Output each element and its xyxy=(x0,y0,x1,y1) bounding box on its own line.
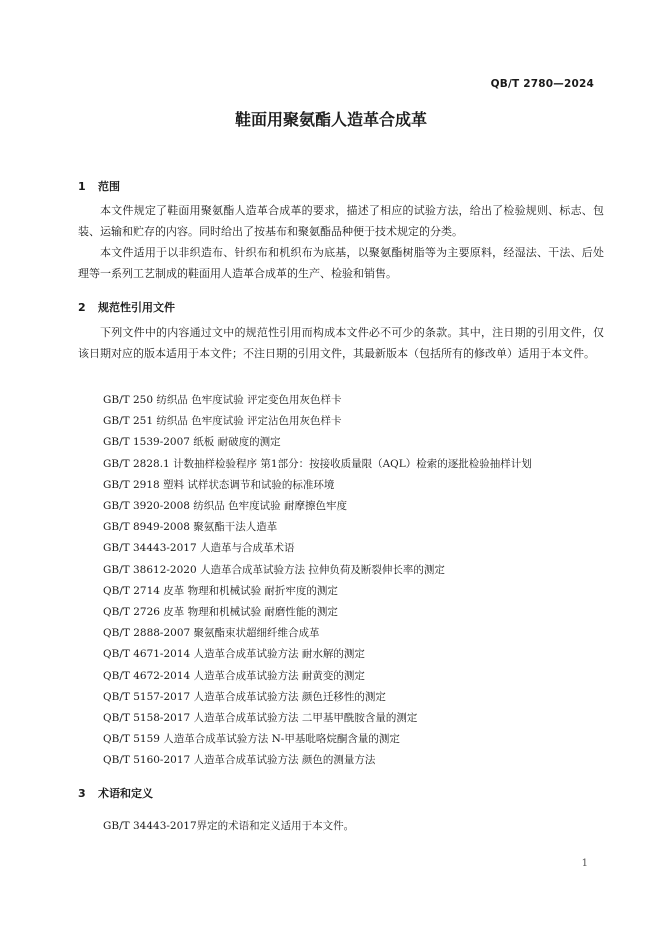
standard-code: QB/T 2780—2024 xyxy=(490,78,594,90)
reference-item: QB/T 5160-2017 人造革合成革试验方法 颜色的测量方法 xyxy=(103,754,376,767)
scope-paragraph-2: 本文件适用于以非织造布、针织布和机织布为底基，以聚氨酯树脂等为主要原料，经湿法、干法、后处理等一系列工艺制成的鞋面用人造革合成革的生产、检验和销售。 xyxy=(78,246,604,280)
section-2-heading xyxy=(78,299,175,315)
reference-item: GB/T 251 纺织品 色牢度试验 评定沾色用灰色样卡 xyxy=(103,415,342,428)
reference-item: GB/T 2918 塑料 试样状态调节和试验的标准环境 xyxy=(103,478,335,491)
section-title: 规范性引用文件 xyxy=(98,301,175,314)
reference-item: GB/T 250 纺织品 色牢度试验 评定变色用灰色样卡 xyxy=(103,394,342,406)
reference-item: GB/T 2828.1 计数抽样检验程序 第1部分：按接收质量限（AQL）检索的逐批检验抽样计划 xyxy=(103,457,532,470)
document-title: 鞋面用聚氨酯人造革合成革 xyxy=(234,110,427,129)
reference-item: QB/T 4672-2014 人造革合成革试验方法 耐黄变的测定 xyxy=(103,669,365,682)
reference-item: QB/T 2888-2007 聚氨酯束状超细纤维合成革 xyxy=(103,627,320,640)
reference-item: QB/T 2726 皮革 物理和机械试验 耐磨性能的测定 xyxy=(103,606,338,619)
section-number: 1 xyxy=(78,180,86,193)
section-number: 3 xyxy=(78,787,86,800)
section-title: 范围 xyxy=(98,180,120,193)
reference-item: GB/T 1539-2007 纸板 耐破度的测定 xyxy=(103,436,281,449)
reference-item: GB/T 8949-2008 聚氨酯干法人造革 xyxy=(103,521,278,534)
reference-item: QB/T 5157-2017 人造革合成革试验方法 颜色迁移性的测定 xyxy=(103,690,386,703)
scope-paragraph-1: 本文件规定了鞋面用聚氨酯人造革合成革的要求，描述了相应的试验方法，给出了检验规则、标志、包装、运输和贮存的内容。同时给出了按基布和聚氨酯品种便于技术规定的分类。 xyxy=(78,204,604,238)
reference-item: QB/T 4671-2014 人造革合成革试验方法 耐水解的测定 xyxy=(103,648,365,661)
page-number: 1 xyxy=(581,858,588,869)
terms-statement: GB/T 34443-2017界定的术语和定义适用于本文件。 xyxy=(103,820,355,832)
reference-item: GB/T 38612-2020 人造革合成革试验方法 拉伸负荷及断裂伸长率的测定 xyxy=(103,563,445,576)
reference-item: QB/T 2714 皮革 物理和机械试验 耐折牢度的测定 xyxy=(103,584,338,597)
reference-list xyxy=(103,390,532,772)
reference-item: GB/T 3920-2008 纺织品 色牢度试验 耐摩擦色牢度 xyxy=(103,500,347,513)
reference-item: QB/T 5158-2017 人造革合成革试验方法 二甲基甲酰胺含量的测定 xyxy=(103,712,418,725)
section-number: 2 xyxy=(78,301,86,314)
reference-item: QB/T 5159 人造革合成革试验方法 N-甲基吡咯烷酮含量的测定 xyxy=(103,733,400,746)
section-title: 术语和定义 xyxy=(98,787,153,800)
reference-item: GB/T 34443-2017 人造革与合成革术语 xyxy=(103,542,295,555)
section-1-heading xyxy=(78,178,120,194)
section-3-heading xyxy=(78,785,153,801)
references-intro: 下列文件中的内容通过文中的规范性引用而构成本文件必不可少的条款。其中，注日期的引用文件，仅该日期对应的版本适用于本文件；不注日期的引用文件，其最新版本（包括所有的修改单）适用于本文件。 xyxy=(78,326,604,360)
